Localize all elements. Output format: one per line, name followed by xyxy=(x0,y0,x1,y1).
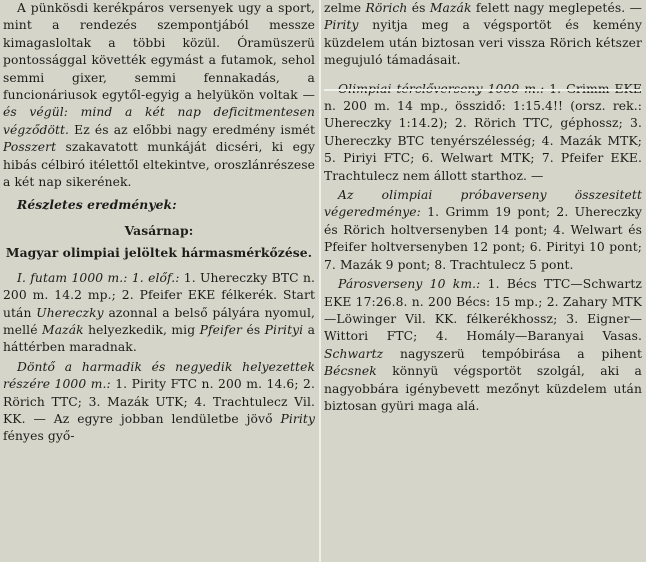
cont-text-4: nyitja meg a végsportöt és kemény küzdelem után biztosan veri vissza Rörich kétszer megujuló támadásait. xyxy=(324,18,642,68)
pairs-name-2: Bécsnek xyxy=(324,364,377,379)
trial-overall-paragraph xyxy=(324,187,642,274)
cont-text-3: felett nagy meglepetés. — xyxy=(475,1,642,15)
pairs-text-2: nagyszerü tempóbirása a pihent xyxy=(399,346,642,361)
heat-name-3: Pfeifer xyxy=(199,322,243,337)
intro-text-1: A pünkösdi kerékpáros versenyek ugy a sport, mint a rendezés szempontjából messze kimagasloltak a többi közül. Óramüszerü pontossággal követték egymást a futamok, sehol semmi gixer, semmi fennakadás, a funcionáriusok egytől-egyig a helyükön voltak — xyxy=(3,1,315,103)
final-label: Döntő a harmadik és negyedik helyezettek részére 1000 m.: xyxy=(3,359,315,392)
heat-name-1: Uhereczky xyxy=(36,305,104,320)
cont-text-2: és xyxy=(411,1,426,15)
final-text-2: fényes győ- xyxy=(3,429,75,444)
trial-overall-label: Az olimpiai próbaverseny összesitett végeredménye: xyxy=(324,188,642,220)
intro-paragraph xyxy=(3,0,315,191)
final-name-1: Pirity xyxy=(280,411,315,426)
intro-text-2: Ez és az előbbi nagy eredmény ismét xyxy=(74,122,315,137)
pairs-paragraph xyxy=(324,276,642,415)
intro-italic: és végül: mind a két nap deficitmentesen végződött. xyxy=(3,105,315,137)
timetrial-text: n. 200 m. 14 mp., összidő: 1:15.4!! (orsz. rek.: Uhereczky 1:14.2); 2. Rörich TTC, géphossz; 3. Uhereczky BTC tenyérszélesség; 4. Mazák MTK; 5. Piriyi FTC; 6. Welwart MTK; 7. Pfeifer EKE. Trachtulecz nem állott starthoz. — xyxy=(324,99,642,183)
right-column xyxy=(324,0,642,562)
pairs-name-1: Schwartz xyxy=(324,346,384,361)
heat-name-2: Mazák xyxy=(42,322,84,337)
heat-name-4: Pirityi xyxy=(264,322,304,337)
final-text-1: 1. Pirity FTC n. 200 m. 14.6; 2. Rörich TTC; 3. Mazák UTK; 4. Trachtulecz Vil. KK. — Az egyre jobban lendületbe jövő xyxy=(3,377,315,426)
intro-text-3: szakavatott munkáját dicséri, ki egy hibás célbiró itélettől eltekintve, oroszlánrészese a két nap sikerének. xyxy=(3,140,315,190)
heat-text-4: és xyxy=(246,322,261,337)
column-divider xyxy=(319,0,321,562)
event-title: Magyar olimpiai jelöltek hármasmérkőzése. xyxy=(5,245,313,261)
details-heading: Részletes eredmények: xyxy=(17,197,177,213)
heat-text-5: a háttérben maradnak. xyxy=(3,322,315,355)
cont-name-1: Rörich xyxy=(365,1,408,15)
pairs-label: Párosverseny 10 km.: xyxy=(338,277,481,292)
day-heading: Vasárnap: xyxy=(124,222,194,238)
cont-name-2: Mazák xyxy=(429,1,472,15)
pairs-text-1: 1. Bécs TTC—Schwartz EKE 17:26.8. n. 200 Bécs: 15 mp.; 2. Zahary MTK—Löwinger Vil. KK. félkerékhossz; 3. Eigner—Wittori FTC; 4. Homály—Baranyai Vasas. xyxy=(324,277,642,344)
intro-name-posszert: Posszert xyxy=(3,140,57,155)
heat-text-2: azonnal a belső pályára nyomul, mellé xyxy=(3,305,315,337)
cont-name-3: Pirity xyxy=(324,18,359,33)
heat-text-3: helyezkedik, mig xyxy=(88,322,196,337)
trial-overall-text: 1. Grimm 19 pont; 2. Uhereczky és Rörich holtversenyben 14 pont; 4. Welwart és Pfeifer holtversenyben 12 pont; 6. Pirityi 10 pont; 7. Mazák 9 pont; 8. Trachtulecz 5 pont. xyxy=(324,205,642,272)
heat-label: I. futam 1000 m.: 1. előf.: xyxy=(17,270,180,285)
section-divider xyxy=(324,89,642,91)
heat-text-1: 1. Uhereczky BTC n. 200 m. 14.2 mp.; 2. Pfeifer EKE félkerék. Start után xyxy=(3,270,315,320)
cont-text-1: zelme xyxy=(324,1,362,15)
continuation-paragraph xyxy=(324,0,642,70)
timetrial-paragraph xyxy=(324,81,642,185)
pairs-text-3: könnyü végsportöt szolgál, aki a nagyobbára igénybevett mezőnyt küzdelem után biztosan gyüri maga alá. xyxy=(324,364,642,413)
final-paragraph xyxy=(3,359,315,446)
heat-paragraph xyxy=(3,270,315,357)
left-column xyxy=(3,0,315,562)
